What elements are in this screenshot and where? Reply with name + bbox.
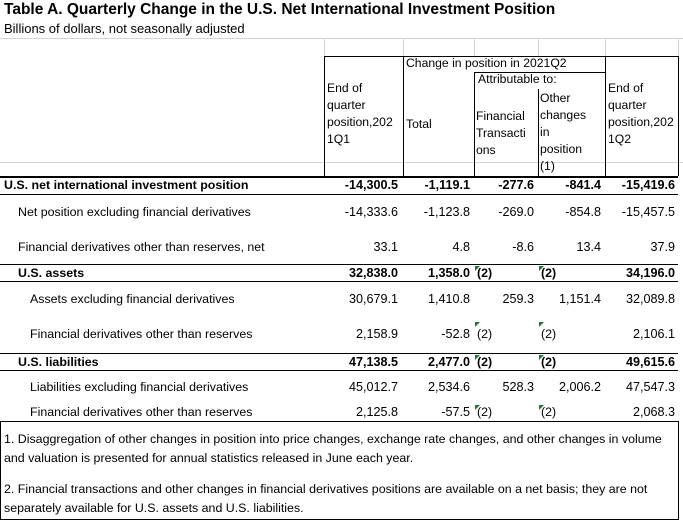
- row-value: 47,547.3: [625, 380, 675, 394]
- row-value: 2,534.6: [427, 380, 470, 394]
- row-label: Financial derivatives other than reserves, net: [18, 240, 265, 254]
- table-subtitle: Billions of dollars, not seasonally adjusted: [4, 21, 245, 36]
- row-value: 528.3: [502, 380, 534, 394]
- row-value: 2,068.3: [632, 405, 675, 419]
- comment-indicator: [539, 322, 544, 327]
- header-end-curr: End of quarter position,202 1Q2: [608, 81, 674, 146]
- row-value: -269.0: [498, 205, 534, 219]
- row-value: (2): [541, 355, 557, 369]
- comment-indicator: [539, 355, 544, 360]
- row-label: U.S. net international investment position: [4, 178, 249, 192]
- row-value: (2): [541, 405, 557, 419]
- row-value: -1,123.8: [423, 205, 470, 219]
- row-value: 32,089.8: [625, 292, 675, 306]
- header-financial-transactions: Financial Transacti ons: [476, 109, 526, 157]
- row-value: (2): [477, 405, 493, 419]
- row-value: 45,012.7: [348, 380, 398, 394]
- row-value: -854.8: [565, 205, 601, 219]
- row-value: 1,151.4: [558, 292, 601, 306]
- row-value: 47,138.5: [348, 355, 398, 369]
- header-change-group: Change in position in 2021Q2: [406, 56, 567, 70]
- row-value: -8.6: [512, 240, 534, 254]
- row-value: 259.3: [502, 292, 534, 306]
- row-value: -52.8: [441, 327, 470, 341]
- row-value: 4.8: [452, 240, 470, 254]
- row-label: Financial derivatives other than reserves: [30, 327, 253, 341]
- header-attributable: Attributable to:: [478, 72, 557, 86]
- row-value: (2): [477, 327, 493, 341]
- row-value: (2): [541, 327, 557, 341]
- row-value: (2): [541, 266, 557, 280]
- row-label: Assets excluding financial derivatives: [30, 292, 235, 306]
- header-end-prev: End of quarter position,202 1Q1: [327, 81, 393, 146]
- row-value: (2): [477, 266, 493, 280]
- footnote-1: 1. Disaggregation of other changes in position into price changes, exchange rate changes, and other changes in volume and valuation is presented for annual statistics released in June each year.: [4, 432, 662, 465]
- comment-indicator: [475, 405, 480, 410]
- footnote-2: 2. Financial transactions and other changes in financial derivatives positions are available on a net basis; they are not separately available for U.S. assets and U.S. liabilities.: [4, 482, 648, 515]
- row-value: -277.6: [498, 178, 534, 192]
- comment-indicator: [539, 266, 544, 271]
- row-value: 1,410.8: [427, 292, 470, 306]
- row-value: -14,300.5: [344, 178, 398, 192]
- row-value: 30,679.1: [348, 292, 398, 306]
- table-title: Table A. Quarterly Change in the U.S. Net International Investment Position: [4, 1, 556, 18]
- header-total: Total: [406, 117, 432, 131]
- row-value: -15,457.5: [621, 205, 675, 219]
- row-value: 33.1: [373, 240, 398, 254]
- row-value: -1,119.1: [424, 178, 470, 192]
- row-label: Net position excluding financial derivatives: [18, 205, 251, 219]
- row-label: Liabilities excluding financial derivatives: [30, 380, 249, 394]
- comment-indicator: [475, 266, 480, 271]
- row-value: -841.4: [565, 178, 601, 192]
- row-value: 2,125.8: [355, 405, 398, 419]
- header-other-changes: Other changes in position (1): [540, 91, 587, 173]
- row-value: 13.4: [576, 240, 601, 254]
- row-value: 2,477.0: [427, 355, 470, 369]
- row-value: 49,615.6: [625, 355, 675, 369]
- comment-indicator: [475, 322, 480, 327]
- row-value: -57.5: [441, 405, 470, 419]
- row-value: (2): [477, 355, 493, 369]
- row-value: 1,358.0: [427, 266, 470, 280]
- row-value: 2,106.1: [632, 327, 675, 341]
- row-value: 37.9: [650, 240, 675, 254]
- row-value: 2,158.9: [355, 327, 398, 341]
- comment-indicator: [539, 405, 544, 410]
- row-value: 2,006.2: [558, 380, 601, 394]
- row-value: -15,419.6: [621, 178, 675, 192]
- row-value: -14,333.6: [344, 205, 398, 219]
- comment-indicator: [475, 355, 480, 360]
- row-label: U.S. assets: [18, 266, 85, 280]
- row-value: 32,838.0: [348, 266, 398, 280]
- row-label: Financial derivatives other than reserves: [30, 405, 253, 419]
- row-label: U.S. liabilities: [18, 355, 99, 369]
- row-value: 34,196.0: [625, 266, 675, 280]
